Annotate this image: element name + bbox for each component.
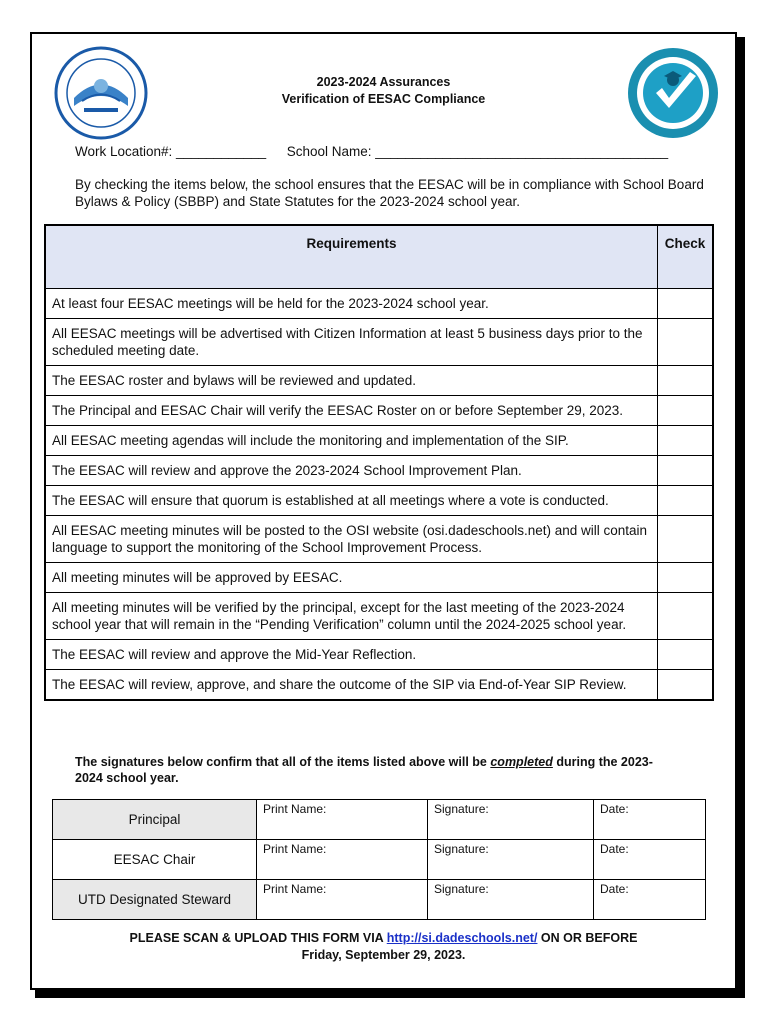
requirement-text: All meeting minutes will be verified by the principal, except for the last meeting of the 2023-2024 school year that will remain in the “Pending Verification” column until the 2024-2025 school year.	[45, 593, 658, 640]
requirement-text: The EESAC will review and approve the Mid-Year Reflection.	[45, 640, 658, 670]
requirement-text: The EESAC will ensure that quorum is established at all meetings where a vote is conducted.	[45, 486, 658, 516]
signature-role: UTD Designated Steward	[53, 880, 257, 920]
requirement-row	[45, 593, 713, 640]
signature-statement-part1: The signatures below confirm that all of the items listed above will be	[75, 755, 491, 769]
signature-field[interactable]: Signature:	[428, 800, 594, 840]
upload-link[interactable]: http://si.dadeschools.net/	[386, 931, 538, 945]
title-line-1: 2023-2024 Assurances	[316, 75, 451, 89]
requirement-row	[45, 319, 713, 366]
signature-body	[53, 800, 706, 920]
check-column-header: Check	[658, 225, 714, 289]
footer-text-1: PLEASE SCAN & UPLOAD THIS FORM VIA	[129, 931, 387, 945]
requirements-column-header: Requirements	[45, 225, 658, 289]
work-location-field[interactable]: Work Location#: ____________	[75, 144, 267, 159]
requirements-header-row	[45, 225, 713, 289]
signature-statement-emphasis: completed	[490, 755, 553, 769]
signature-row	[53, 800, 706, 840]
requirement-text: The EESAC roster and bylaws will be reviewed and updated.	[45, 366, 658, 396]
requirement-checkbox[interactable]	[658, 319, 714, 366]
title-line-2: Verification of EESAC Compliance	[281, 92, 486, 106]
requirements-body	[45, 289, 713, 701]
date-field[interactable]: Date:	[594, 880, 706, 920]
requirement-text: All EESAC meeting minutes will be posted to the OSI website (osi.dadeschools.net) and will contain language to support the monitoring of the School Improvement Process.	[45, 516, 658, 563]
requirement-text: The Principal and EESAC Chair will verify the EESAC Roster on or before September 29, 2023.	[45, 396, 658, 426]
requirement-row	[45, 426, 713, 456]
signature-field[interactable]: Signature:	[428, 840, 594, 880]
requirement-checkbox[interactable]	[658, 426, 714, 456]
requirement-row	[45, 516, 713, 563]
requirement-text: All EESAC meetings will be advertised with Citizen Information at least 5 business days prior to the scheduled meeting date.	[45, 319, 658, 366]
requirement-checkbox[interactable]	[658, 486, 714, 516]
date-field[interactable]: Date:	[594, 800, 706, 840]
footer-instructions	[32, 930, 735, 964]
signature-statement	[75, 754, 675, 786]
requirement-text: At least four EESAC meetings will be held for the 2023-2024 school year.	[45, 289, 658, 319]
division-school-improvement-logo	[626, 46, 720, 140]
footer-text-2: ON OR BEFORE	[537, 931, 638, 945]
requirement-row	[45, 366, 713, 396]
signature-row	[53, 840, 706, 880]
requirement-checkbox[interactable]	[658, 289, 714, 319]
requirement-checkbox[interactable]	[658, 456, 714, 486]
requirement-checkbox[interactable]	[658, 396, 714, 426]
requirement-checkbox[interactable]	[658, 366, 714, 396]
requirement-checkbox[interactable]	[658, 670, 714, 701]
footer-line-2: Friday, September 29, 2023.	[301, 948, 466, 962]
requirement-text: The EESAC will review and approve the 2023-2024 School Improvement Plan.	[45, 456, 658, 486]
footer-line-1	[32, 930, 735, 947]
form-fields	[75, 144, 668, 159]
requirements-table	[44, 224, 714, 701]
signature-field[interactable]: Signature:	[428, 880, 594, 920]
requirement-text: All EESAC meeting agendas will include the monitoring and implementation of the SIP.	[45, 426, 658, 456]
requirement-row	[45, 289, 713, 319]
requirement-text: The EESAC will review, approve, and share the outcome of the SIP via End-of-Year SIP Review.	[45, 670, 658, 701]
school-name-field[interactable]: School Name: _______________________________________	[286, 144, 669, 159]
print-name-field[interactable]: Print Name:	[257, 880, 428, 920]
print-name-field[interactable]: Print Name:	[257, 840, 428, 880]
signature-row	[53, 880, 706, 920]
document-page	[30, 32, 737, 990]
signature-role: EESAC Chair	[53, 840, 257, 880]
date-field[interactable]: Date:	[594, 840, 706, 880]
requirement-row	[45, 396, 713, 426]
requirement-row	[45, 640, 713, 670]
requirement-checkbox[interactable]	[658, 563, 714, 593]
requirement-text: All meeting minutes will be approved by EESAC.	[45, 563, 658, 593]
requirement-row	[45, 456, 713, 486]
signature-table	[52, 799, 706, 920]
print-name-field[interactable]: Print Name:	[257, 800, 428, 840]
requirement-checkbox[interactable]	[658, 593, 714, 640]
signature-role: Principal	[53, 800, 257, 840]
signature-statement-part2: during the 2023-2024 school year.	[75, 755, 653, 785]
requirement-row	[45, 563, 713, 593]
intro-paragraph: By checking the items below, the school ensures that the EESAC will be in compliance with School Board Bylaws & Policy (SBBP) and State Statutes for the 2023-2024 school year.	[75, 177, 704, 209]
requirement-checkbox[interactable]	[658, 516, 714, 563]
requirement-row	[45, 486, 713, 516]
requirement-row	[45, 670, 713, 701]
requirement-checkbox[interactable]	[658, 640, 714, 670]
